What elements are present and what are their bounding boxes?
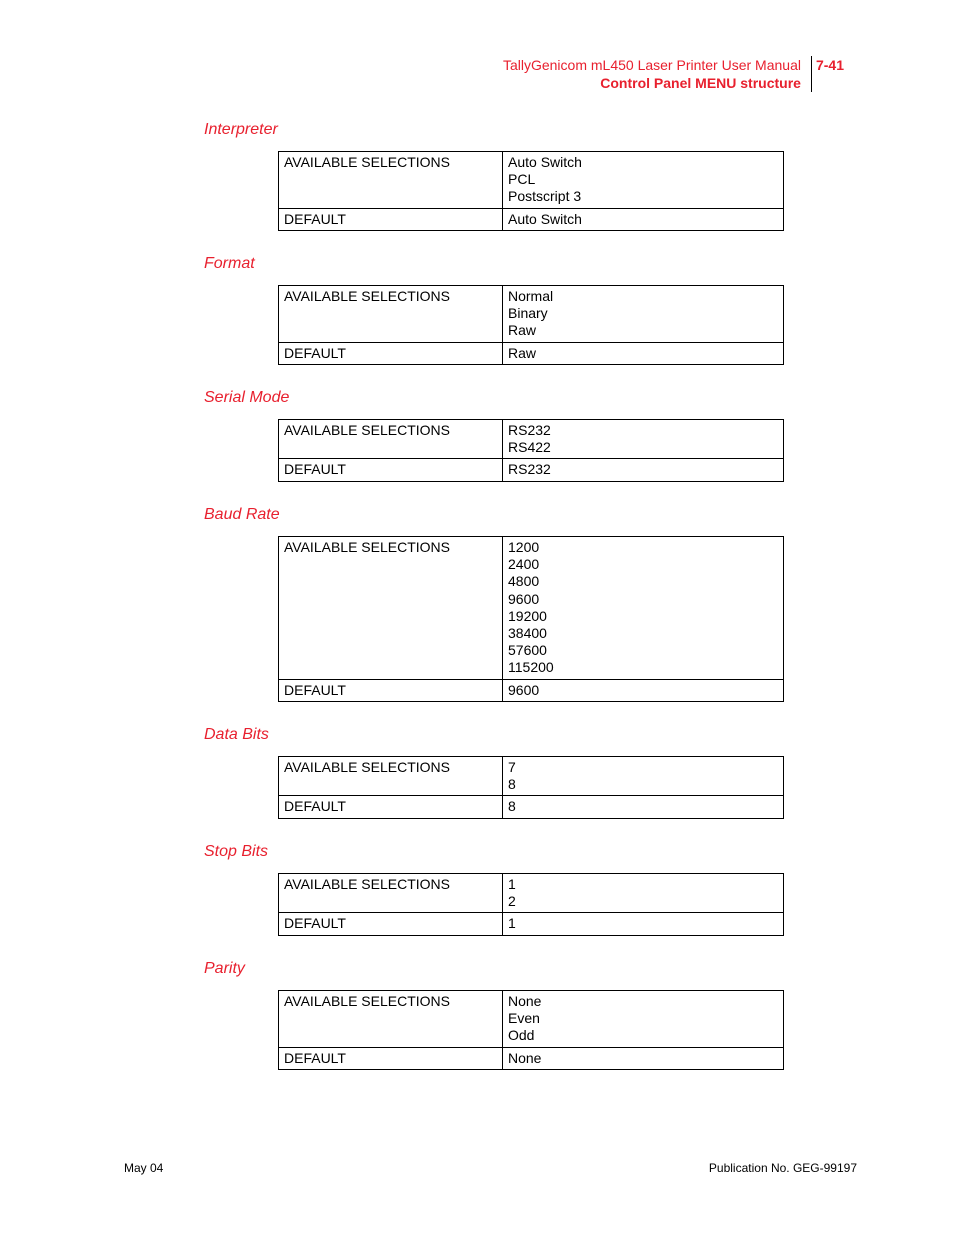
available-row — [279, 152, 784, 209]
chapter-title: Control Panel MENU structure — [600, 75, 801, 91]
section-title: Stop Bits — [204, 843, 269, 860]
available-label: AVAILABLE SELECTIONS — [279, 874, 503, 913]
default-label: DEFAULT — [279, 913, 503, 935]
option-value: 1200 — [508, 539, 540, 555]
section-title: Data Bits — [204, 726, 269, 743]
footer-publication: Publication No. GEG-99197 — [708, 1161, 857, 1175]
available-row — [279, 420, 784, 459]
options-cell — [503, 757, 784, 796]
available-row — [279, 757, 784, 796]
default-value: Raw — [503, 342, 784, 364]
default-value: RS232 — [503, 459, 784, 481]
section-title: Format — [204, 255, 255, 272]
default-row — [279, 342, 784, 364]
default-value: 8 — [503, 796, 784, 818]
default-value: 9600 — [503, 679, 784, 701]
section-title: Parity — [204, 960, 245, 977]
options-cell — [503, 991, 784, 1048]
default-row — [279, 679, 784, 701]
default-row — [279, 1047, 784, 1069]
option-value: 9600 — [508, 590, 540, 607]
option-value: RS422 — [508, 439, 551, 456]
default-row — [279, 459, 784, 481]
default-label: DEFAULT — [279, 342, 503, 364]
available-label: AVAILABLE SELECTIONS — [279, 152, 503, 209]
header-text — [503, 56, 812, 92]
option-value: 4800 — [508, 573, 540, 590]
settings-table — [278, 873, 784, 936]
option-value: 115200 — [508, 659, 554, 676]
default-label: DEFAULT — [279, 1047, 503, 1069]
page-header — [503, 56, 844, 92]
option-value: 7 — [508, 759, 516, 775]
default-row — [279, 208, 784, 230]
option-value: None — [508, 993, 542, 1009]
settings-table — [278, 756, 784, 819]
option-value: Odd — [508, 1027, 535, 1044]
option-value: 2400 — [508, 556, 540, 573]
option-value: Normal — [508, 288, 554, 304]
settings-table — [278, 536, 784, 702]
available-label: AVAILABLE SELECTIONS — [279, 991, 503, 1048]
settings-table — [278, 151, 784, 231]
available-row — [279, 537, 784, 680]
available-label: AVAILABLE SELECTIONS — [279, 537, 503, 680]
option-value: 57600 — [508, 642, 547, 659]
section-title: Interpreter — [204, 121, 278, 138]
options-cell — [503, 152, 784, 209]
option-value: 8 — [508, 776, 516, 793]
settings-table — [278, 990, 784, 1070]
option-value: 19200 — [508, 607, 547, 624]
options-cell — [503, 537, 784, 680]
page-number: 7-41 — [815, 57, 844, 73]
default-value: None — [503, 1047, 784, 1069]
section-title: Baud Rate — [204, 506, 280, 523]
default-label: DEFAULT — [279, 208, 503, 230]
settings-table — [278, 285, 784, 365]
default-value: Auto Switch — [503, 208, 784, 230]
option-value: 38400 — [508, 625, 547, 642]
available-row — [279, 286, 784, 343]
section-title: Serial Mode — [204, 389, 290, 406]
option-value: RS232 — [508, 422, 551, 438]
available-label: AVAILABLE SELECTIONS — [279, 420, 503, 459]
manual-title: TallyGenicom mL450 Laser Printer User Manual — [502, 57, 801, 73]
default-label: DEFAULT — [279, 459, 503, 481]
default-label: DEFAULT — [279, 796, 503, 818]
settings-table — [278, 419, 784, 482]
available-label: AVAILABLE SELECTIONS — [279, 286, 503, 343]
option-value: 1 — [508, 876, 516, 892]
option-value: Auto Switch — [508, 154, 582, 170]
default-label: DEFAULT — [279, 679, 503, 701]
default-row — [279, 913, 784, 935]
option-value: PCL — [508, 171, 536, 188]
default-row — [279, 796, 784, 818]
options-cell — [503, 420, 784, 459]
options-cell — [503, 286, 784, 343]
footer-date: May 04 — [124, 1161, 164, 1175]
option-value: 2 — [508, 893, 516, 910]
options-cell — [503, 874, 784, 913]
option-value: Binary — [508, 305, 548, 322]
option-value: Postscript 3 — [508, 188, 582, 205]
available-row — [279, 874, 784, 913]
default-value: 1 — [503, 913, 784, 935]
option-value: Even — [508, 1010, 540, 1027]
available-row — [279, 991, 784, 1048]
option-value: Raw — [508, 322, 537, 339]
available-label: AVAILABLE SELECTIONS — [279, 757, 503, 796]
